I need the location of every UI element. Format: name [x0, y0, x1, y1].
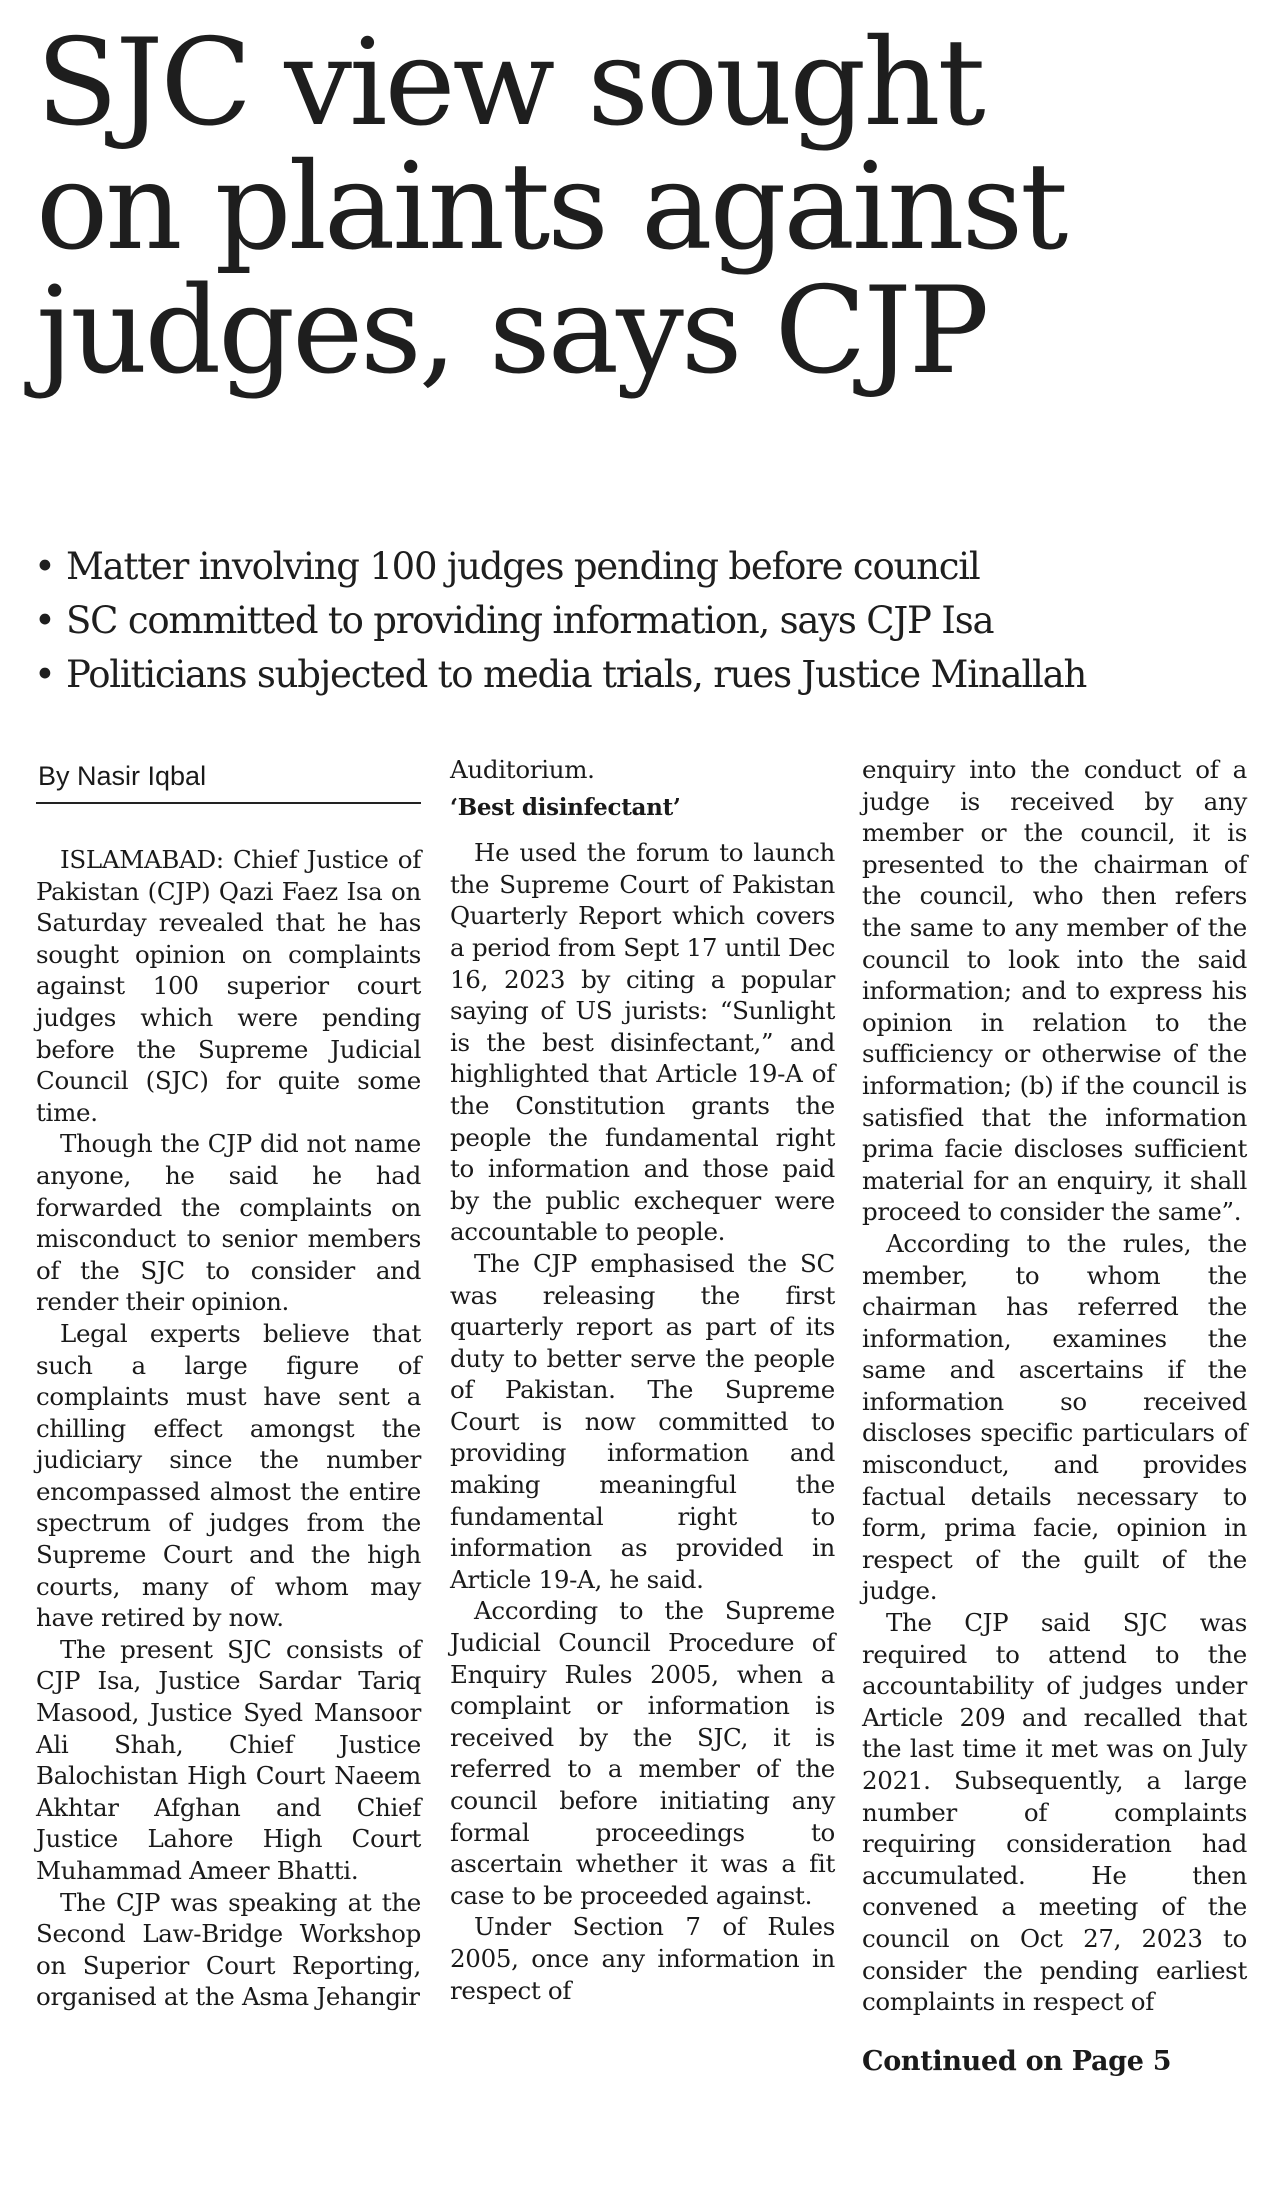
- paragraph: Legal experts believe that such a large figure of complaints must have sent a chilling effect amongst the judiciary since the number encompassed almost the entire spectrum of judges from the Supreme Court and the high courts, many of whom may have retired by now.: [36, 1318, 421, 1633]
- bullet-icon: •: [34, 599, 55, 642]
- headline: [36, 14, 1236, 401]
- headline-line-3: judges, says CJP: [36, 262, 987, 401]
- paragraph: According to the rules, the member, to whom the chairman has referred the information, examines the same and ascertains if the information so received discloses specific particulars of misconduct, and provides factual details necessary to form, prima facie, opinion in respect of the guilt of the judge.: [862, 1228, 1247, 1606]
- highlights-list: [34, 540, 1254, 702]
- paragraph: Though the CJP did not name anyone, he said he had forwarded the complaints on misconduct to senior members of the SJC to consider and render their opinion.: [36, 1129, 421, 1317]
- paragraph: The CJP said SJC was required to attend to the accountability of judges under Article 209 and recalled that the last time it met was on July 2021. Subsequently, a large number of complaints requiring consideration had accumulated. He then convened a meeting of the council on Oct 27, 2023 to consider the pending earliest complaints in respect of: [862, 1608, 1247, 2017]
- highlight-item: • SC committed to providing information, says CJP Isa: [34, 594, 1254, 648]
- paragraph: The CJP was speaking at the Second Law-Bridge Workshop on Superior Court Reporting, organised at the Asma Jehangir: [36, 1887, 421, 2012]
- article-column-3: [862, 754, 1247, 2077]
- article-column-2: [450, 754, 835, 2006]
- bullet-icon: •: [34, 545, 55, 588]
- paragraph: ISLAMABAD: Chief Justice of Pakistan (CJP) Qazi Faez Isa on Saturday revealed that he has sought opinion on complaints against 100 superior court judges which were pending before the Supreme Judicial Council (SJC) for quite some time.: [36, 845, 421, 1127]
- continued-on-page-link[interactable]: Continued on Page 5: [862, 2045, 1172, 2077]
- byline: By Nasir Iqbal: [36, 752, 421, 804]
- paragraph-continuation: enquiry into the conduct of a judge is received by any member or the council, it is presented to the chairman of the council, who then refers the same to any member of the council to look into the said information; and to express his opinion in relation to the sufficiency or otherwise of the information; (b) if the council is satisfied that the information prima facie discloses sufficient material for an enquiry, it shall proceed to consider the same”.: [862, 755, 1247, 1227]
- headline-line-1: SJC view sought: [36, 14, 983, 153]
- paragraph-continuation: Auditorium.: [450, 755, 595, 784]
- paragraph: The CJP emphasised the SC was releasing the first quarterly report as part of its duty to better serve the people of Pakistan. The Supreme Court is now committed to providing information and making meaningful the fundamental right to information as provided in Article 19-A, he said.: [450, 1248, 835, 1594]
- highlight-item: • Politicians subjected to media trials, rues Justice Minallah: [34, 648, 1254, 702]
- highlight-item: • Matter involving 100 judges pending before council: [34, 540, 1254, 594]
- paragraph: The present SJC consists of CJP Isa, Justice Sardar Tariq Masood, Justice Syed Mansoor Ali Shah, Chief Justice Balochistan High Court Naeem Akhtar Afghan and Chief Justice Lahore High Court Muhammad Ameer Bhatti.: [36, 1634, 421, 1885]
- paragraph: He used the forum to launch the Supreme Court of Pakistan Quarterly Report which covers a period from Sept 17 until Dec 16, 2023 by citing a popular saying of US jurists: “Sunlight is the best disinfectant,” and highlighted that Article 19-A of the Constitution grants the people the fundamental right to information and those paid by the public exchequer were accountable to people.: [450, 838, 835, 1247]
- subheading: ‘Best disinfectant’: [450, 793, 681, 821]
- bullet-icon: •: [34, 653, 55, 696]
- paragraph: Under Section 7 of Rules 2005, once any information in respect of: [450, 1912, 835, 2005]
- paragraph: According to the Supreme Judicial Council Procedure of Enquiry Rules 2005, when a complaint or information is received by the SJC, it is referred to a member of the council before initiating any formal proceedings to ascertain whether it was a fit case to be proceeded against.: [450, 1596, 835, 1910]
- headline-line-2: on plaints against: [36, 138, 1066, 277]
- article-column-1: [36, 752, 421, 2013]
